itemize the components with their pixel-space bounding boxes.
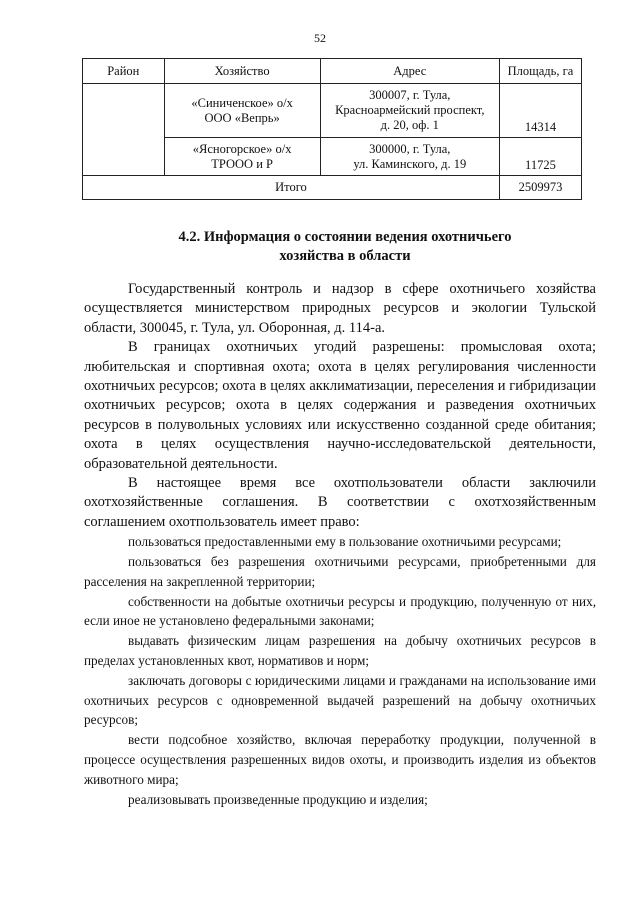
holding-line: ООО «Вепрь» <box>204 110 280 125</box>
address-line: ул. Каминского, д. 19 <box>353 156 467 171</box>
address-line: д. 20, оф. 1 <box>380 118 439 132</box>
area-cell: 11725 <box>499 138 581 176</box>
holding-cell <box>164 84 320 138</box>
list-item: заключать договоры с юридическими лицами и гражданами на использование ими охотничьих ресурсов с одновременной выдачей разрешений на добычу охотничьих ресурсов; <box>84 672 596 728</box>
paragraph: В границах охотничьих угодий разрешены: промысловая охота; любительская и спортивная охота; охота в целях регулирования численности охотничьих ресурсов; охота в целях акклиматизации, переселения и гибридизации охотничьих ресурсов; охота в целях содержания и разведения охотничьих ресурсов в полувольных условиях или искусственно созданной среде обитания; охота в целях осуществления научно-исследовательской деятельности, образовательной деятельности. <box>84 339 596 472</box>
list-item: пользоваться без разрешения охотничьими ресурсами, приобретенными для расселения на закрепленной территории; <box>84 554 596 589</box>
list-item: пользоваться предоставленными ему в пользование охотничьими ресурсами; <box>128 534 562 550</box>
table-row <box>83 84 582 138</box>
table-header-row <box>83 59 582 84</box>
page-number: 52 <box>314 31 326 45</box>
paragraph: В настоящее время все охотпользователи области заключили охотхозяйственные соглашения. В соответствии с охотхозяйственным соглашением охотпользователь имеет право: <box>84 475 596 530</box>
holding-line: ТРООО и Р <box>211 156 273 171</box>
section-heading-line: хозяйства в области <box>279 248 411 264</box>
list-item: собственности на добытые охотничьи ресурсы и продукцию, полученную от них, если иное не установлено федеральными законами; <box>84 593 596 629</box>
body-text <box>84 280 596 809</box>
region-cell <box>83 84 165 176</box>
list-item: выдавать физическим лицам разрешения на добычу охотничьих ресурсов в пределах установленных квот, нормативов и норм; <box>84 633 596 669</box>
address-line: 300000, г. Тула, <box>369 141 451 156</box>
address-line: 300007, г. Тула, <box>369 88 451 102</box>
section-heading-line: 4.2. Информация о состоянии ведения охотничьего <box>178 229 512 245</box>
holding-cell <box>164 138 320 176</box>
list-item: реализовывать произведенные продукцию и изделия; <box>128 791 428 807</box>
holding-line: «Синиченское» о/х <box>191 95 293 110</box>
total-value-cell: 2509973 <box>499 176 581 200</box>
column-header-area: Площадь, га <box>499 59 581 84</box>
column-header-address: Адрес <box>320 59 499 84</box>
list-item: вести подсобное хозяйство, включая переработку продукции, полученной в процессе осуществления разрешенных видов охоты, и производить изделия из объектов животного мира; <box>84 732 596 787</box>
section-heading <box>82 228 608 266</box>
column-header-region: Район <box>83 59 165 84</box>
address-cell <box>320 138 499 176</box>
table-total-row <box>83 176 582 200</box>
holding-line: «Ясногорское» о/х <box>192 141 292 156</box>
area-cell: 14314 <box>499 84 581 138</box>
hunting-grounds-table <box>82 58 582 200</box>
address-cell <box>320 84 499 138</box>
paragraph: Государственный контроль и надзор в сфере охотничьего хозяйства осуществляется министерством природных ресурсов и экологии Тульской области, 300045, г. Тула, ул. Оборонная, д. 114-а. <box>84 281 596 336</box>
address-line: Красноармейский проспект, <box>335 103 485 117</box>
total-label-cell: Итого <box>83 176 500 200</box>
column-header-holding: Хозяйство <box>164 59 320 84</box>
